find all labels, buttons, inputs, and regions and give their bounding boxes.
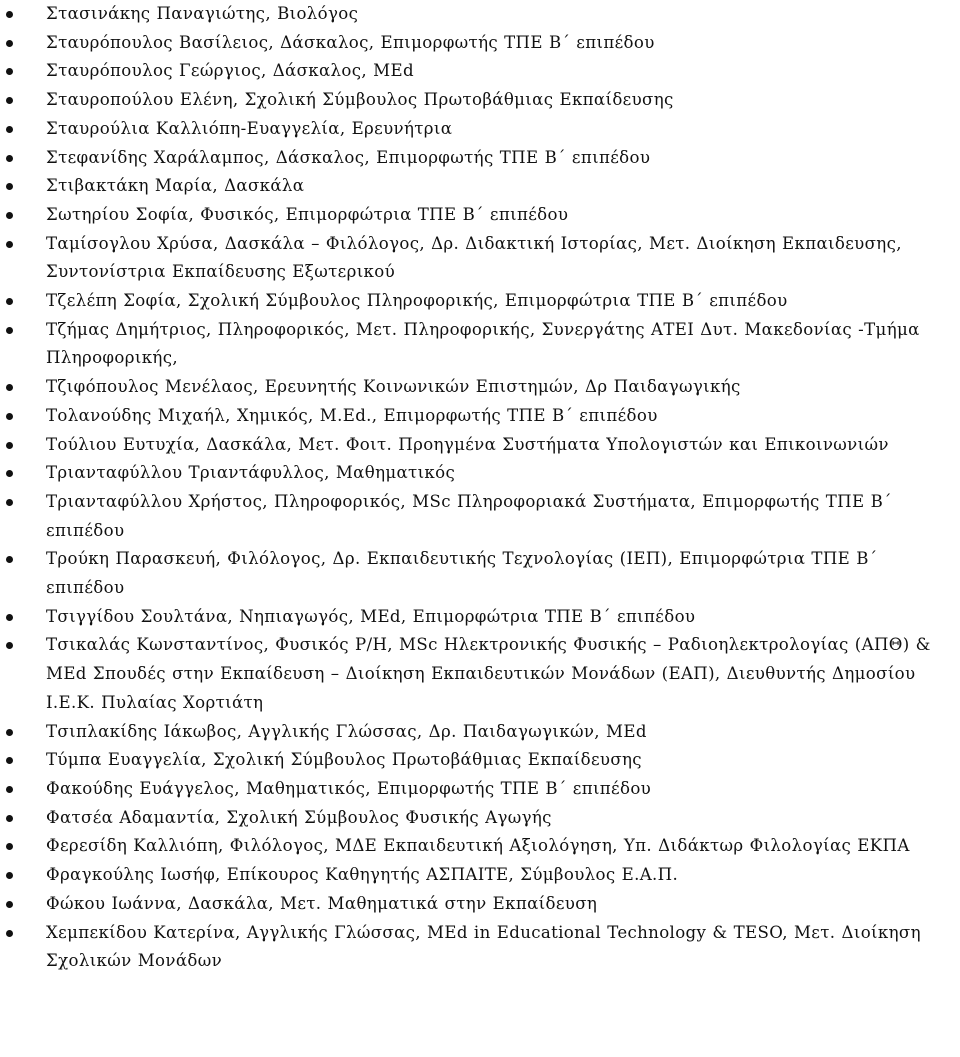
list-item [0,746,960,775]
bullet-icon [6,556,13,563]
bullet-icon [6,97,13,104]
bullet-icon [6,40,13,47]
list-item [0,431,960,460]
bullet-icon [6,729,13,736]
list-item [0,172,960,201]
bullet-icon [6,241,13,248]
bullet-icon [6,298,13,305]
list-item-text: Στεφανίδης Χαράλαμπος, Δάσκαλος, Επιμορφωτής ΤΠΕ Β΄ επιπέδου [46,147,651,167]
bullet-icon [6,126,13,133]
list-item-text: Φακούδης Ευάγγελος, Μαθηματικός, Επιμορφωτής ΤΠΕ Β΄ επιπέδου [46,778,652,798]
bullet-icon [6,815,13,822]
bullet-icon [6,413,13,420]
bullet-icon [6,901,13,908]
list-item [0,0,960,29]
list-item-text: Τούλιου Ευτυχία, Δασκάλα, Μετ. Φοιτ. Προηγμένα Συστήματα Υπολογιστών και Επικοινωνιών [46,434,889,454]
list-item-text: Ταμίσογλου Χρύσα, Δασκάλα – Φιλόλογος, Δρ. Διδακτική Ιστορίας, Μετ. Διοίκηση Εκπαιδευσης, Συντονίστρια Εκπαίδευσης Εξωτερικού [46,233,902,282]
bullet-icon [6,642,13,649]
bullet-icon [6,442,13,449]
bullet-icon [6,155,13,162]
list-item [0,29,960,58]
list-item-text: Φραγκούλης Ιωσήφ, Επίκουρος Καθηγητής ΑΣΠΑΙΤΕ, Σύμβουλος Ε.Α.Π. [46,865,679,885]
bullet-icon [6,68,13,75]
list-item-text: Στασινάκης Παναγιώτης, Βιολόγος [46,4,359,23]
list-item [0,86,960,115]
list-item-text: Χεμπεκίδου Κατερίνα, Αγγλικής Γλώσσας, MEd in Educational Technology & TESO, Μετ. Διοίκηση Σχολικών Μονάδων [46,922,921,971]
list-item-text: Φερεσίδη Καλλιόπη, Φιλόλογος, ΜΔΕ Εκπαιδευτική Αξιολόγηση, Υπ. Διδάκτωρ Φιλολογίας ΕΚΠΑ [46,836,910,856]
list-item-text: Τολανούδης Μιχαήλ, Χημικός, M.Ed., Επιμορφωτής ΤΠΕ Β΄ επιπέδου [46,405,658,425]
bullet-icon [6,499,13,506]
bullet-icon [6,786,13,793]
list-item-text: Στιβακτάκη Μαρία, Δασκάλα [46,176,305,196]
list-item [0,402,960,431]
list-item-text: Τσιγγίδου Σουλτάνα, Νηπιαγωγός, MEd, Επιμορφώτρια ΤΠΕ Β΄ επιπέδου [46,606,696,626]
list-item-text: Τριανταφύλλου Τριαντάφυλλος, Μαθηματικός [46,463,456,483]
bullet-icon [6,470,13,477]
list-item [0,603,960,632]
list-item [0,919,960,976]
list-item [0,57,960,86]
list-item-text: Τύμπα Ευαγγελία, Σχολική Σύμβουλος Πρωτοβάθμιας Εκπαίδευσης [46,750,642,770]
list-item [0,230,960,287]
list-item-text: Φώκου Ιωάννα, Δασκάλα, Μετ. Μαθηματικά στην Εκπαίδευση [46,893,598,913]
bullet-icon [6,843,13,850]
list-item [0,316,960,373]
bullet-icon [6,327,13,334]
list-item-text: Σταυρόπουλος Βασίλειος, Δάσκαλος, Επιμορφωτής ΤΠΕ Β΄ επιπέδου [46,32,655,52]
list-item [0,861,960,890]
bullet-icon [6,11,13,18]
list-item-text: Τσικαλάς Κωνσταντίνος, Φυσικός Ρ/Η, MSc Ηλεκτρονικής Φυσικής – Ραδιοηλεκτρολογίας (ΑΠΘ) & MEd Σπουδές στην Εκπαίδευση – Διοίκηση Εκπαιδευτικών Μονάδων (ΕΑΠ), Διευθυντής Δημοσίου Ι.Ε.Κ. Πυλαίας Χορτιάτη [46,635,931,712]
bullet-icon [6,757,13,764]
list-item-text: Φατσέα Αδαμαντία, Σχολική Σύμβουλος Φυσικής Αγωγής [46,807,552,827]
list-item-text: Τζιφόπουλος Μενέλαος, Ερευνητής Κοινωνικών Επιστημών, Δρ Παιδαγωγικής [46,377,741,397]
list-item-text: Τζελέπη Σοφία, Σχολική Σύμβουλος Πληροφορικής, Επιμορφώτρια ΤΠΕ Β΄ επιπέδου [46,291,788,311]
list-item-text: Τριανταφύλλου Χρήστος, Πληροφορικός, MSc Πληροφοριακά Συστήματα, Επιμορφωτής ΤΠΕ Β΄ επιπέδου [46,491,892,540]
list-item [0,488,960,545]
bullet-icon [6,872,13,879]
list-item-text: Τσιπλακίδης Ιάκωβος, Αγγλικής Γλώσσας, Δρ. Παιδαγωγικών, MEd [46,721,647,741]
list-item-text: Σωτηρίου Σοφία, Φυσικός, Επιμορφώτρια ΤΠΕ Β΄ επιπέδου [46,204,569,224]
list-item [0,718,960,747]
list-item [0,545,960,602]
list-item-text: Σταυροπούλου Ελένη, Σχολική Σύμβουλος Πρωτοβάθμιας Εκπαίδευσης [46,90,674,110]
list-item-text: Τρούκη Παρασκευή, Φιλόλογος, Δρ. Εκπαιδευτικής Τεχνολογίας (ΙΕΠ), Επιμορφώτρια ΤΠΕ Β΄ επιπέδου [46,549,878,598]
list-item [0,201,960,230]
list-item [0,115,960,144]
list-item [0,287,960,316]
list-item-text: Τζήμας Δημήτριος, Πληροφορικός, Μετ. Πληροφορικής, Συνεργάτης ΑΤΕΙ Δυτ. Μακεδονίας -Τμήμα Πληροφορικής, [46,319,920,368]
list-item [0,631,960,717]
list-item [0,832,960,861]
bullet-icon [6,930,13,937]
bullet-icon [6,384,13,391]
list-item-text: Σταυρόπουλος Γεώργιος, Δάσκαλος, MEd [46,61,414,81]
list-item [0,775,960,804]
list-item [0,144,960,173]
list-item [0,459,960,488]
list-item [0,890,960,919]
bullet-icon [6,614,13,621]
bullet-icon [6,183,13,190]
list-item [0,804,960,833]
list-item [0,373,960,402]
bullet-icon [6,212,13,219]
list-item-text: Σταυρούλια Καλλιόπη-Ευαγγελία, Ερευνήτρια [46,118,453,138]
